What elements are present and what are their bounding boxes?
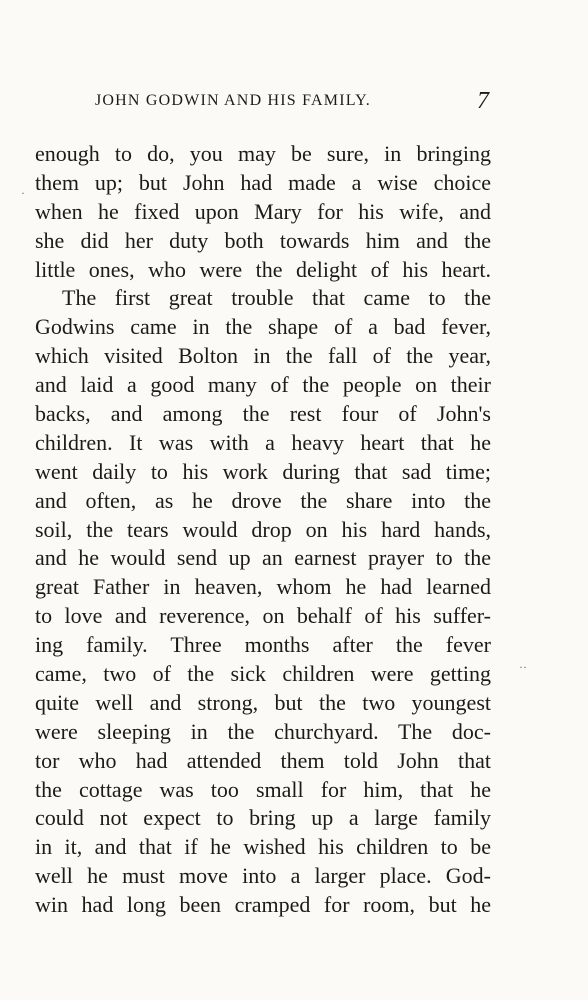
- text-line: ing family. Three months after the fever: [35, 632, 491, 658]
- text-line: and laid a good many of the people on their: [35, 372, 491, 398]
- running-head: JOHN GODWIN AND HIS FAMILY.: [95, 92, 371, 109]
- text-line: well he must move into a larger place. God-: [35, 863, 491, 889]
- text-line: quite well and strong, but the two youngest: [35, 689, 491, 715]
- text-line: enough to do, you may be sure, in bringing: [35, 141, 491, 166]
- text-line: children. It was with a heavy heart that he: [35, 429, 491, 455]
- paragraph-start-line: The first great trouble that came to the: [62, 285, 491, 311]
- text-line: which visited Bolton in the fall of the year,: [35, 343, 491, 369]
- print-speck: ·: [21, 186, 25, 200]
- text-line: when he fixed upon Mary for his wife, and: [35, 198, 491, 224]
- text-line: little ones, who were the delight of his heart.: [35, 256, 491, 282]
- text-line: soil, the tears would drop on his hard hands,: [35, 516, 491, 542]
- text-line: went daily to his work during that sad time;: [35, 458, 491, 484]
- page-number: 7: [477, 88, 489, 114]
- print-speck: ··: [519, 660, 527, 674]
- text-line: tor who had attended them told John that: [35, 747, 491, 773]
- text-line: in it, and that if he wished his children to be: [35, 834, 491, 860]
- text-line: Godwins came in the shape of a bad fever,: [35, 314, 491, 340]
- text-line: she did her duty both towards him and the: [35, 227, 491, 253]
- text-line: to love and reverence, on behalf of his suffer-: [35, 603, 491, 629]
- text-line: were sleeping in the churchyard. The doc-: [35, 718, 491, 744]
- text-line: could not expect to bring up a large family: [35, 805, 491, 831]
- text-line: them up; but John had made a wise choice: [35, 169, 491, 195]
- text-line: came, two of the sick children were getting: [35, 661, 491, 687]
- text-line: great Father in heaven, whom he had learned: [35, 574, 491, 600]
- text-line: backs, and among the rest four of John's: [35, 401, 491, 427]
- text-line: and often, as he drove the share into the: [35, 487, 491, 513]
- body-text: [35, 140, 491, 920]
- text-line: win had long been cramped for room, but he: [35, 892, 491, 918]
- text-line: the cottage was too small for him, that he: [35, 776, 491, 802]
- text-line: and he would send up an earnest prayer to the: [35, 545, 491, 571]
